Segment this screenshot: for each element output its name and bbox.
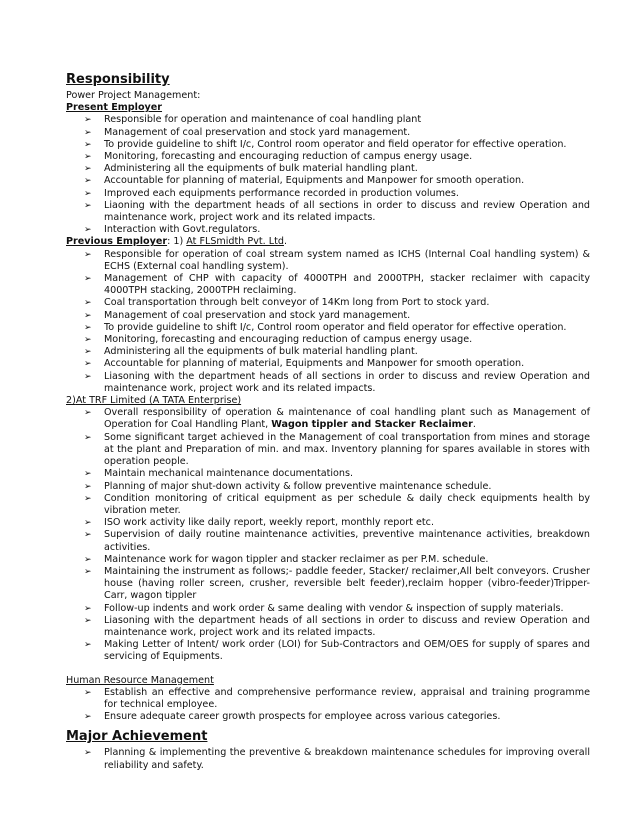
previous-employer-line [66, 236, 590, 248]
major-achievement-list [66, 747, 590, 771]
trf-list [66, 407, 590, 431]
list-item-text: Liasoning with the department heads of all sections in order to discuss and review Operation and maintenance work, project work and its related impacts. [104, 614, 590, 638]
list-item [66, 334, 590, 346]
arrow-bullet-icon: ➢ [84, 298, 92, 309]
list-item-text: Responsible for operation and maintenance of coal handling plant [104, 114, 422, 126]
list-item [66, 114, 590, 126]
previous-employer-end: . [283, 236, 287, 248]
intro-text: Power Project Management: [66, 90, 201, 101]
arrow-bullet-icon: ➢ [84, 748, 92, 759]
arrow-bullet-icon: ➢ [84, 371, 92, 382]
list-item-text: Management of CHP with capacity of 4000TPH and 2000TPH, stacker reclaimer with capacity 4000TPH stacking, 2000TPH reclaiming. [104, 273, 590, 297]
list-item [66, 358, 590, 370]
arrow-bullet-icon: ➢ [84, 712, 92, 723]
list-item-text: Condition monitoring of critical equipment as per schedule & daily check equipments health by vibration meter. [104, 492, 590, 516]
list-item-text: Maintaining the instrument as follows;- paddle feeder, Stacker/ reclaimer,All belt conveyors. Crusher house (having roller screen, crusher, reversible belt feeder),reclaim hopper (vibro-feeder)Tripper-Carr, wagon tippler [104, 565, 590, 602]
arrow-bullet-icon: ➢ [84, 322, 92, 333]
arrow-bullet-icon: ➢ [84, 469, 92, 480]
list-item [66, 322, 590, 334]
arrow-bullet-icon: ➢ [84, 176, 92, 187]
list-item [66, 175, 590, 187]
list-item [66, 517, 590, 529]
present-employer-list [66, 114, 590, 236]
list-item-text: Establish an effective and comprehensive performance review, appraisal and training programme for technical employee. [104, 686, 590, 710]
arrow-bullet-icon: ➢ [84, 127, 92, 138]
arrow-bullet-icon: ➢ [84, 274, 92, 285]
list-item [66, 151, 590, 163]
list-item-text: Administering all the equipments of bulk material handling plant. [104, 163, 418, 175]
list-item [66, 249, 590, 273]
arrow-bullet-icon: ➢ [84, 603, 92, 614]
human-resource-label: Human Resource Management [66, 674, 214, 686]
list-item-text: Liaoning with the department heads of all sections in order to discuss and review Operation and maintenance work, project work and its related impacts. [104, 199, 590, 224]
present-employer-label: Present Employer [66, 102, 163, 114]
list-item [66, 188, 590, 200]
list-item-text: Follow-up indents and work order & same dealing with vendor & inspection of supply materials. [104, 602, 564, 614]
arrow-bullet-icon: ➢ [84, 347, 92, 358]
list-item [66, 529, 590, 553]
list-item-text: To provide guideline to shift I/c, Control room operator and field operator for effective operation. [104, 321, 567, 333]
list-item-text: Management of coal preservation and stock yard management. [104, 309, 411, 321]
list-item-text: Responsible for operation of coal stream system named as ICHS (Internal Coal handling system) & ECHS (External coal handling system). [104, 248, 590, 272]
arrow-bullet-icon: ➢ [84, 225, 92, 236]
arrow-bullet-icon: ➢ [84, 249, 92, 260]
list-item [66, 127, 590, 139]
arrow-bullet-icon: ➢ [84, 687, 92, 698]
list-item-text: Maintain mechanical maintenance documentations. [104, 468, 354, 480]
list-item-text: Ensure adequate career growth prospects for employee across various categories. [104, 711, 501, 723]
list-item-text: Accountable for planning of material, Equipments and Manpower for smooth operation. [104, 358, 525, 370]
previous-employer-company: At FLSmidth Pvt. Ltd [186, 236, 284, 248]
arrow-bullet-icon: ➢ [84, 408, 92, 419]
resume-page [66, 72, 590, 772]
list-item [66, 139, 590, 151]
arrow-bullet-icon: ➢ [84, 164, 92, 175]
list-item-text: Planning & implementing the preventive & breakdown maintenance schedules for improving overall reliability and safety. [104, 747, 590, 771]
arrow-bullet-icon: ➢ [84, 359, 92, 370]
list-item [66, 407, 590, 431]
list-item [66, 273, 590, 297]
trf-prefix: 2) [66, 395, 76, 407]
trf-line [66, 395, 590, 407]
list-item-text: Monitoring, forecasting and encouraging reduction of campus energy usage. [104, 151, 473, 163]
arrow-bullet-icon: ➢ [84, 335, 92, 346]
list-item-text: Planning of major shut-down activity & follow preventive maintenance schedule. [104, 480, 492, 492]
list-item-text: Accountable for planning of material, Equipments and Manpower for smooth operation. [104, 175, 525, 187]
major-achievement-heading: Major Achievement [66, 729, 208, 745]
list-item-text: Supervision of daily routine maintenance activities, preventive maintenance activities, breakdown activities. [104, 529, 590, 553]
list-item [66, 481, 590, 493]
arrow-bullet-icon: ➢ [84, 530, 92, 541]
list-item [66, 493, 590, 517]
list-item-text: Improved each equipments performance recorded in production volumes. [104, 187, 459, 199]
list-item [66, 432, 590, 469]
arrow-bullet-icon: ➢ [84, 310, 92, 321]
list-item [66, 554, 590, 566]
list-item [66, 224, 590, 236]
spacer [66, 664, 590, 675]
list-item [66, 297, 590, 309]
list-item-text: Monitoring, forecasting and encouraging reduction of campus energy usage. [104, 334, 473, 346]
list-item [66, 615, 590, 639]
flsmidth-list [66, 249, 590, 395]
list-item [66, 747, 590, 771]
list-item [66, 346, 590, 358]
arrow-bullet-icon: ➢ [84, 518, 92, 529]
list-item [66, 603, 590, 615]
previous-employer-rest: : 1) [167, 236, 187, 248]
list-item-text: ISO work activity like daily report, weekly report, monthly report etc. [104, 517, 434, 529]
trf-list-rest [66, 432, 590, 664]
arrow-bullet-icon: ➢ [84, 481, 92, 492]
list-item-text: Interaction with Govt.regulators. [104, 224, 261, 236]
arrow-bullet-icon: ➢ [84, 566, 92, 577]
arrow-bullet-icon: ➢ [84, 139, 92, 150]
trf-first-item-bold: Wagon tippler and Stacker Reclaimer [271, 419, 473, 431]
list-item [66, 163, 590, 175]
arrow-bullet-icon: ➢ [84, 200, 92, 211]
list-item [66, 566, 590, 603]
human-resource-list [66, 687, 590, 724]
responsibility-heading: Responsibility [66, 72, 170, 87]
list-item-text: Management of coal preservation and stock yard management. [104, 126, 411, 138]
arrow-bullet-icon: ➢ [84, 554, 92, 565]
list-item-text: Liasoning with the department heads of all sections in order to discuss and review Operation and maintenance work, project work and its related impacts. [104, 370, 590, 394]
trf-first-item-text: Overall responsibility of operation & maintenance of coal handling plant such as Management of Operation for Coal Handling Plant, [104, 407, 590, 431]
arrow-bullet-icon: ➢ [84, 432, 92, 443]
list-item [66, 639, 590, 663]
arrow-bullet-icon: ➢ [84, 493, 92, 504]
list-item-text: Coal transportation through belt conveyor of 14Km long from Port to stock yard. [104, 297, 490, 309]
trf-first-item-end: . [472, 419, 476, 431]
list-item [66, 371, 590, 395]
list-item [66, 200, 590, 224]
list-item-text: Administering all the equipments of bulk material handling plant. [104, 346, 418, 358]
list-item [66, 310, 590, 322]
list-item-text: To provide guideline to shift I/c, Control room operator and field operator for effective operation. [104, 138, 567, 150]
list-item-text: Maintenance work for wagon tippler and stacker reclaimer as per P.M. schedule. [104, 553, 489, 565]
list-item-text: Making Letter of Intent/ work order (LOI) for Sub-Contractors and OEM/OES for supply of spares and servicing of Equipments. [104, 639, 590, 663]
arrow-bullet-icon: ➢ [84, 640, 92, 651]
arrow-bullet-icon: ➢ [84, 188, 92, 199]
list-item [66, 711, 590, 723]
arrow-bullet-icon: ➢ [84, 152, 92, 163]
list-item-text: Some significant target achieved in the Management of coal transportation from mines and storage at the plant and Preparation of min. and max. Inventory planning for spares available in stores with operation people. [104, 431, 590, 468]
list-item [66, 468, 590, 480]
arrow-bullet-icon: ➢ [84, 615, 92, 626]
previous-employer-label: Previous Employer [66, 236, 168, 248]
arrow-bullet-icon: ➢ [84, 115, 92, 126]
list-item [66, 687, 590, 711]
trf-label: At TRF Limited (A TATA Enterprise) [75, 395, 242, 407]
